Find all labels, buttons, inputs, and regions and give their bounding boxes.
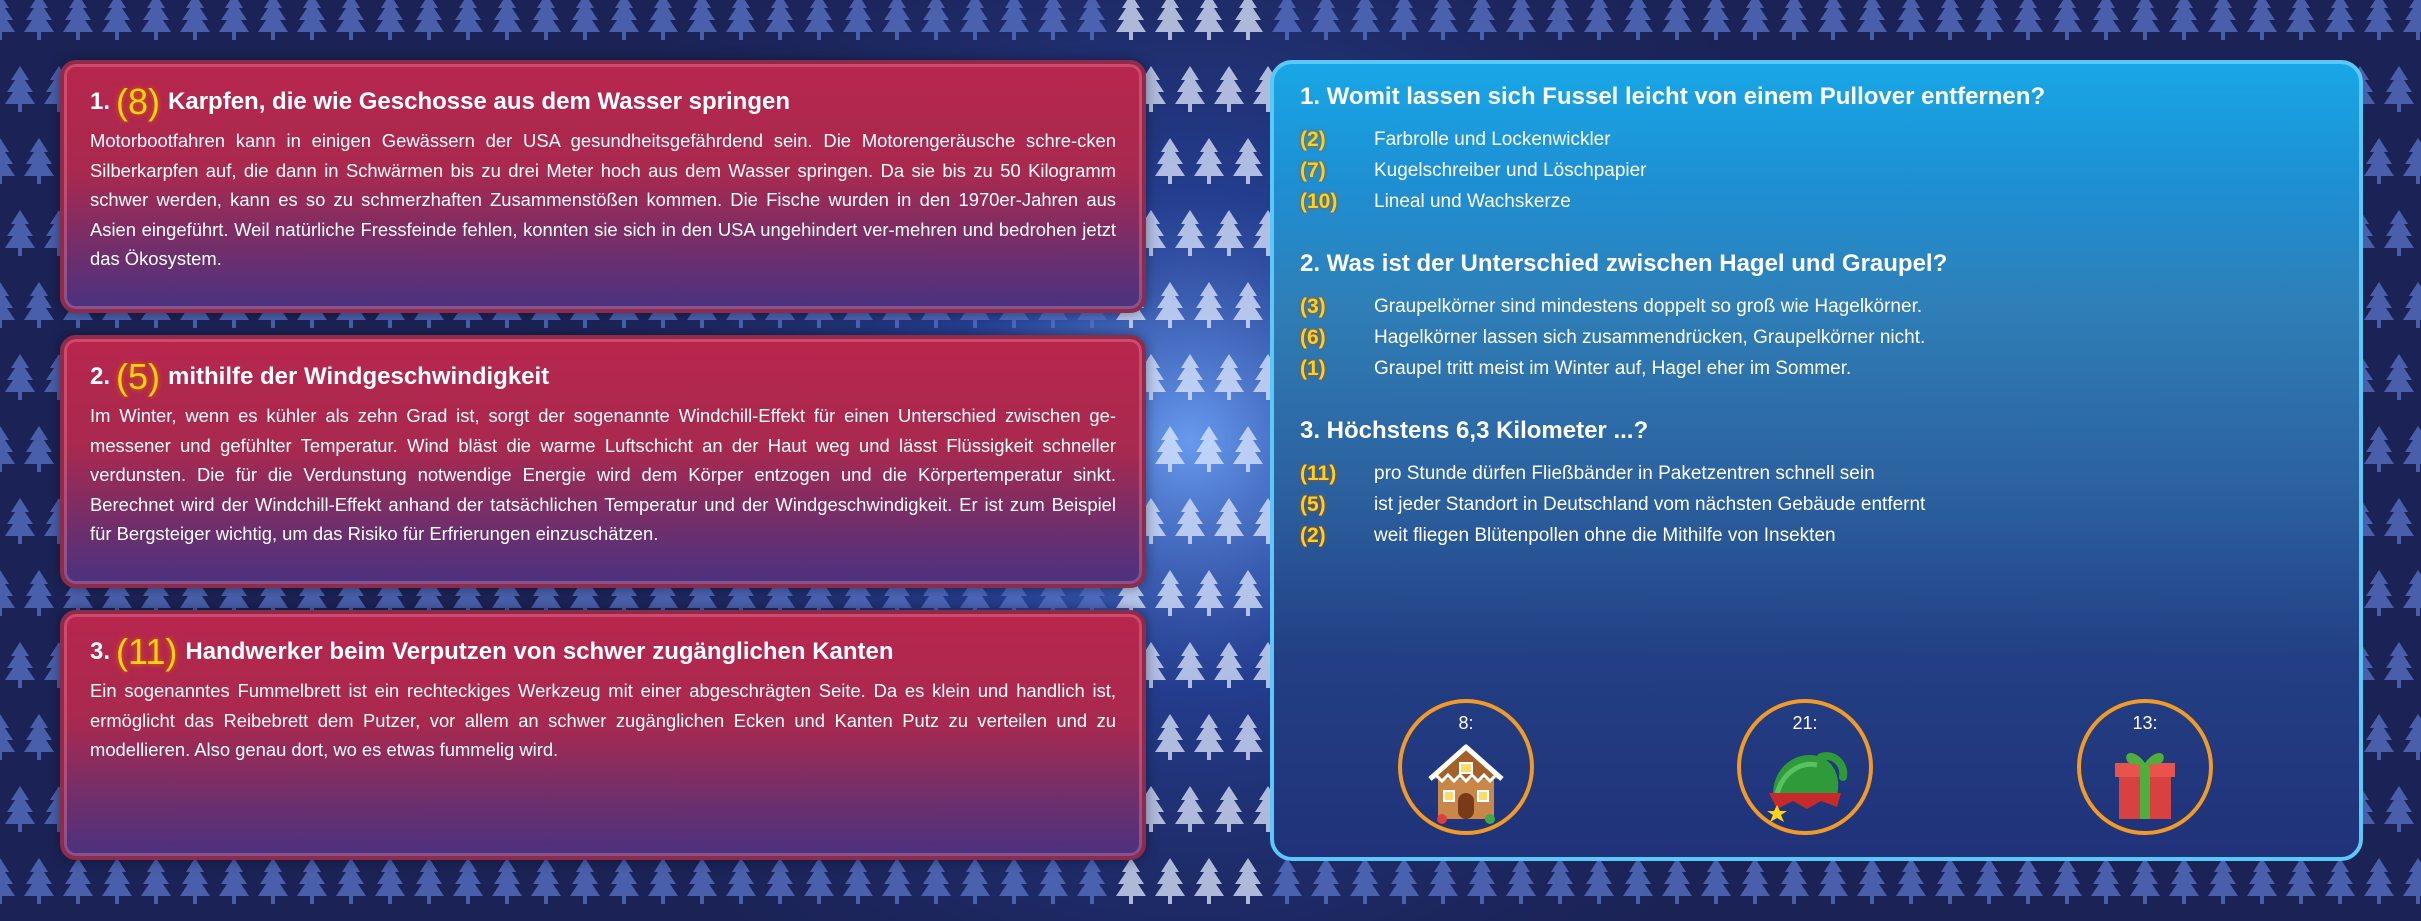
answer-text: weit fliegen Blütenpollen ohne die Mithilfe von Insekten [1374, 524, 1836, 546]
answer-option[interactable] [1300, 124, 2333, 155]
answer-text: pro Stunde dürfen Fließbänder in Paketzentren schnell sein [1374, 462, 1875, 484]
solution-label: 8: [1458, 713, 1474, 733]
answer-text: Graupelkörner sind mindestens doppelt so groß wie Hagelkörner. [1374, 295, 1923, 317]
answer-text: Lineal und Wachskerze [1374, 190, 1571, 212]
answer-option[interactable] [1300, 155, 2333, 186]
question-title: 1. Womit lassen sich Fussel leicht von einem Pullover entfernen? [1300, 83, 2046, 110]
answer-number: (2) [1300, 127, 1326, 151]
quiz-panel [1270, 60, 2363, 861]
answer-option[interactable] [1300, 520, 2333, 551]
answer-text: Kugelschreiber und Löschpapier [1374, 159, 1647, 181]
text-card-title [90, 632, 1116, 672]
answer-number: (5) [1300, 492, 1326, 516]
text-card-prefix: 2. [90, 363, 111, 390]
answer-number: (2) [1300, 523, 1326, 547]
answer-text: Hagelkörner lassen sich zusammendrücken, Graupelkörner nicht. [1374, 326, 1926, 348]
solution-circle-2[interactable] [1737, 699, 1873, 835]
answer-option[interactable] [1300, 291, 2333, 322]
solution-label: 13: [2132, 713, 2158, 733]
text-card-prefix: 3. [90, 638, 111, 665]
answer-number: (1) [1300, 356, 1326, 380]
answer-text: ist jeder Standort in Deutschland vom nächsten Gebäude entfernt [1374, 493, 1926, 515]
question-block-2 [1300, 249, 2333, 384]
answer-number: (3) [1300, 294, 1326, 318]
text-card-heading: Handwerker beim Verputzen von schwer zugänglichen Kanten [185, 638, 894, 665]
answer-text: Farbrolle und Lockenwickler [1374, 128, 1611, 150]
number-badge: (11) [116, 631, 178, 672]
question-block-3 [1300, 416, 2333, 551]
question-title: 2. Was ist der Unterschied zwischen Hagel und Graupel? [1300, 250, 1948, 277]
answer-option[interactable] [1300, 322, 2333, 353]
answer-option[interactable] [1300, 186, 2333, 217]
text-card-2 [60, 335, 1146, 588]
text-card-title [90, 82, 1116, 122]
text-card-prefix: 1. [90, 88, 111, 115]
text-card-heading: Karpfen, die wie Geschosse aus dem Wasser springen [168, 88, 791, 115]
question-title: 3. Höchstens 6,3 Kilometer ...? [1300, 417, 1649, 444]
text-card-title [90, 357, 1116, 397]
text-card-3 [60, 610, 1146, 860]
gingerbread-house-icon [1420, 735, 1512, 827]
answer-number: (7) [1300, 158, 1326, 182]
number-badge: (8) [116, 81, 161, 122]
answer-number: (11) [1300, 461, 1337, 485]
solution-circle-3[interactable] [2077, 699, 2213, 835]
solution-label: 21: [1792, 713, 1818, 733]
text-card-body: Im Winter, wenn es kühler als zehn Grad ist, sorgt der sogenannte Windchill-Effekt für einen Unterschied zwischen ge-messener und gefühlter Temperatur. Wind bläst die warme Luftschicht an der Haut weg und lässt Flüssigkeit schneller verdunsten. Die für die Verdunstung notwendige Energie wird dem Körper entzogen und die Körpertemperatur sinkt. Berechnet wird der Windchill-Effekt anhand der tatsächlichen Temperatur und der Windgeschwindigkeit. Er ist zum Beispiel für Bergsteiger wichtig, um das Risiko für Erfrierungen einzuschätzen. [90, 405, 1116, 544]
text-card-body: Ein sogenanntes Fummelbrett ist ein rechteckiges Werkzeug mit einer abgeschrägten Seite. Da es klein und handlich ist, ermöglicht das Reibebrett dem Putzer, vor allem an schwer zugänglichen Ecken und Kanten Putz zu verteilen und zu modellieren. Also genau dort, wo es etwas fummelig wird. [90, 680, 1116, 760]
elf-hat-icon [1759, 735, 1851, 827]
question-block-1 [1300, 82, 2333, 217]
solution-circle-1[interactable] [1398, 699, 1534, 835]
answer-option[interactable] [1300, 458, 2333, 489]
number-badge: (5) [116, 356, 161, 397]
answer-number: (10) [1300, 189, 1338, 213]
text-card-heading: mithilfe der Windgeschwindigkeit [168, 363, 550, 390]
answer-text: Graupel tritt meist im Winter auf, Hagel eher im Sommer. [1374, 357, 1852, 379]
solution-icons [1274, 699, 2359, 849]
text-card-body: Motorbootfahren kann in einigen Gewässern der USA gesundheitsgefährdend sein. Die Motorengeräusche schre-cken Silberkarpfen auf, die dann in Schwärmen bis zu drei Meter hoch aus dem Wasser springen. Da sie bis zu 50 Kilogramm schwer werden, kann es so zu schmerzhaften Zusammenstößen kommen. Die Fische wurden in den 1970er-Jahren aus Asien eingeführt. Weil natürliche Fressfeinde fehlen, konnten sie sich in den USA ungehindert ver-mehren und bedrohen jetzt das Ökosystem. [90, 130, 1116, 269]
answer-number: (6) [1300, 325, 1326, 349]
answer-option[interactable] [1300, 353, 2333, 384]
gift-box-icon [2099, 735, 2191, 827]
answer-option[interactable] [1300, 489, 2333, 520]
text-card-1 [60, 60, 1146, 313]
